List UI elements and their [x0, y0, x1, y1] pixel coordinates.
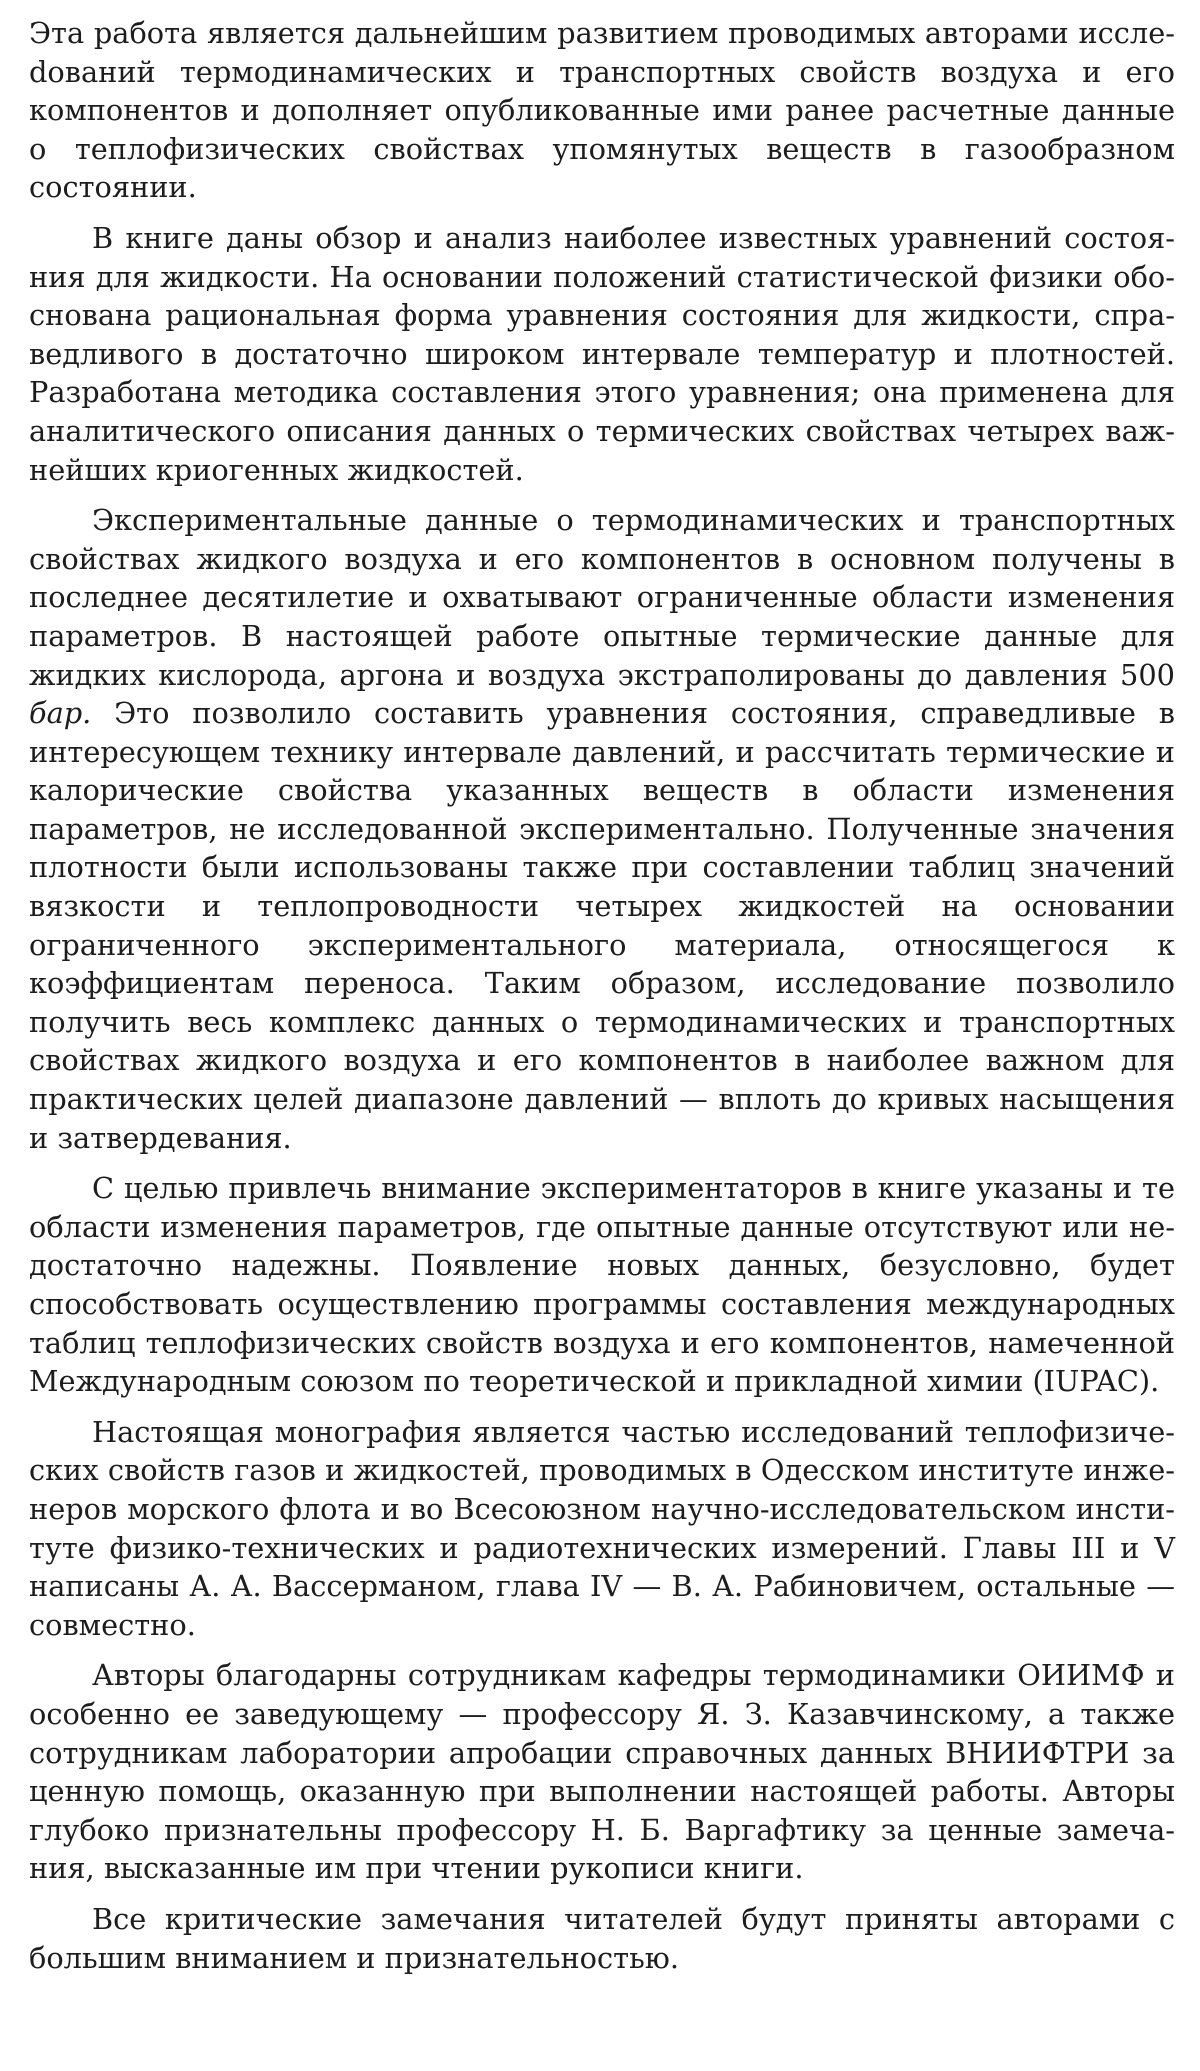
paragraph-experimental-data-part-1: Экспериментальные данные о термодинамических и транспортных свойствах жидкого воздуха и его компонентов в основном получены в последнее десятилетие и охватывают ограниченные области изменения параметров. В настоящей работе опытные термические данные для жидких кислорода, аргона и воздуха экстраполированы до давления 500	[29, 503, 1175, 692]
paragraph-monograph-authorship: Настоящая монография является частью исследований теплофизических свойств газов и жидкостей, проводимых в Одесском институте инженеров морского флота и во Всесоюзном научно-исследовательском институте физико-технических и радиотехнических измерений. Главы III и V написаны А. А. Вассерманом, глава IV — В. А. Рабиновичем, остальные — совместно.	[29, 1414, 1175, 1642]
pressure-unit: бар.	[29, 696, 92, 731]
paragraph-acknowledgements: Авторы благодарны сотрудникам кафедры термодинамики ОИИМФ и особенно ее заведующему — профессору Я. З. Казавчинскому, а также сотрудникам лаборатории апробации справочных данных ВНИИФТРИ за ценную помощь, оказанную при выполнении настоящей работы. Авторы глубоко признательны профессору Н. Б. Варгафтику за ценные замечания, высказанные им при чтении рукописи книги.	[29, 1658, 1175, 1886]
paragraph-intro: Эта работа является дальнейшим развитием проводимых авторами исслеdований термодинамических и транспортных свойств воздуха и его компонентов и дополняет опубликованные ими ранее расчетные данные о теплофизических свойствах упомянутых веществ в газообразном состоянии.	[29, 16, 1175, 205]
paragraph-experimental-data	[29, 501, 1175, 1157]
paragraph-equations-review: В книге даны обзор и анализ наиболее известных уравнений состояния для жидкости. На основании положений статистической физики обоснована рациональная форма уравнения состояния для жидкости, справедливого в достаточно широком интервале температур и плотностей. Разработана методика составления этого уравнения; она применена для аналитического описания данных о термических свойствах четырех важнейших криогенных жидкостей.	[29, 220, 1175, 487]
paragraph-experimenters-note: С целью привлечь внимание экспериментаторов в книге указаны и те области изменения параметров, где опытные данные отсутствуют или недостаточно надежны. Появление новых данных, безусловно, будет способствовать осуществлению программы составления международных таблиц теплофизических свойств воздуха и его компонентов, намеченной Международным союзом по теоретической и прикладной химии (IUPAC).	[29, 1171, 1175, 1399]
page-body	[29, 14, 1175, 1977]
paragraph-experimental-data-part-2: Это позволило составить уравнения состояния, справедливые в интересующем технику интервале давлений, и рассчитать термические и калорические свойства указанных веществ в области изменения параметров, не исследованной экспериментально. Полученные значения плотности были использованы также при составлении таблиц значений вязкости и теплопроводности четырех жидкостей на основании ограниченного экспериментального материала, относящегося к коэффициентам переноса. Таким образом, исследование позволило получить весь комплекс данных о термодинамических и транспортных свойствах жидкого воздуха и его компонентов в наиболее важном для практических целей диапазоне давлений — вплоть до кривых насыщения и затвердевания.	[29, 696, 1175, 1155]
paragraph-closing: Все критические замечания читателей будут приняты авторами с большим вниманием и признательностью.	[29, 1901, 1175, 1975]
